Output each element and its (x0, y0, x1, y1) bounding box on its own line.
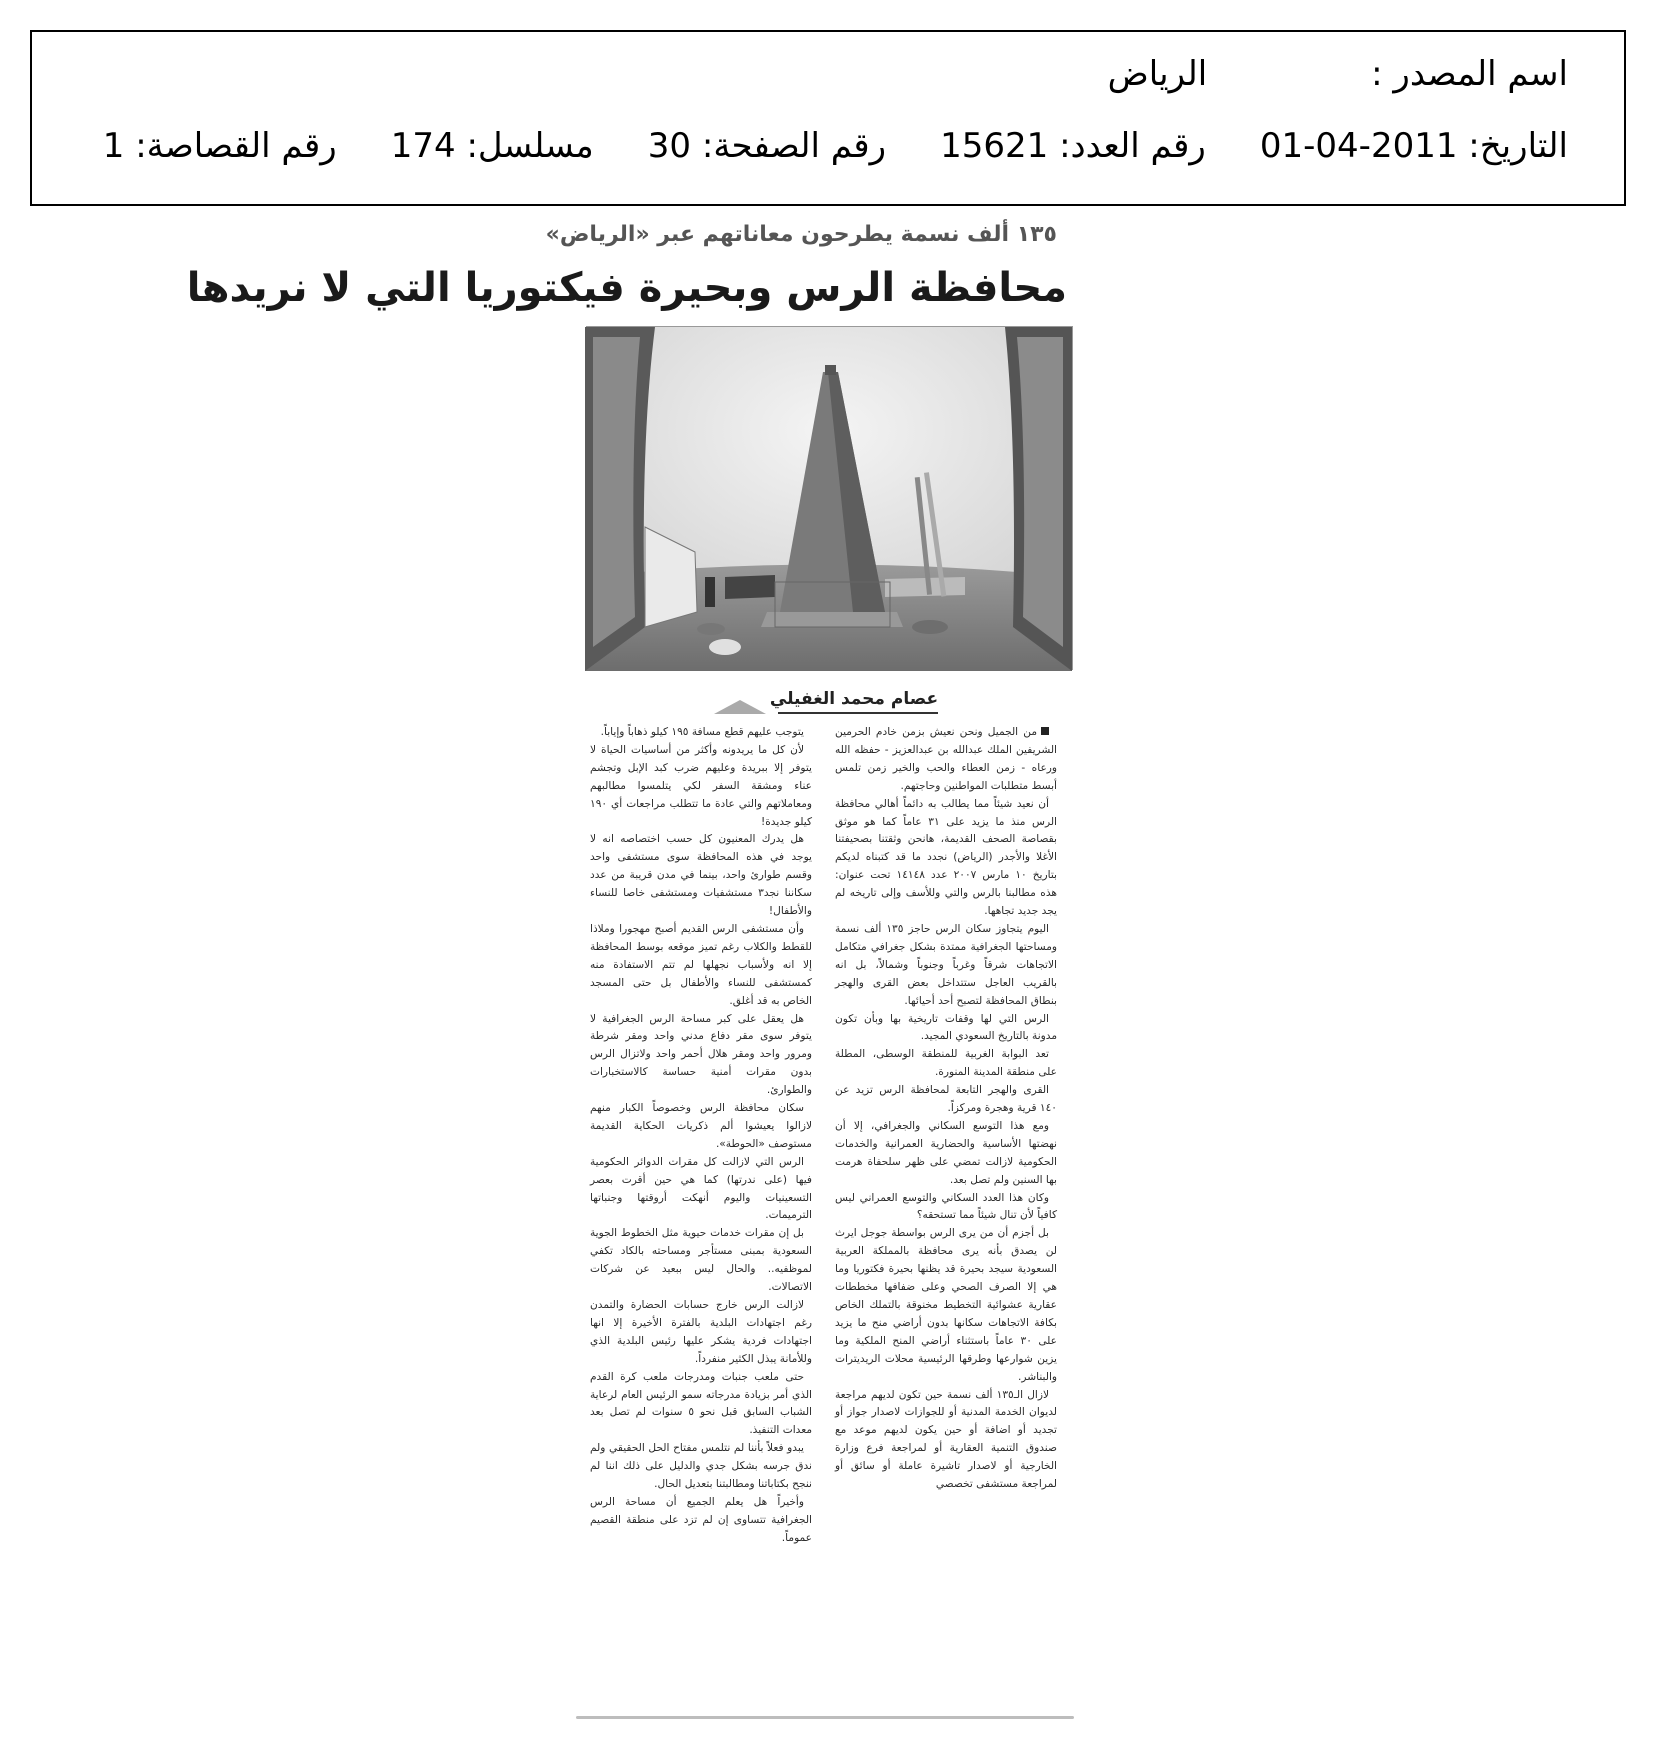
paragraph: الرس التي لها وقفات تاريخية بها وبأن تكون مدونة بالتاريخ السعودي المجيد. (835, 1012, 1057, 1043)
page-label: رقم الصفحة: (701, 126, 887, 166)
byline-rule (778, 712, 938, 714)
paragraph: من الجميل ونحن نعيش بزمن خادم الحرمين الشريفين الملك عبدالله بن عبدالعزيز - حفظه الله ورعاه - زمن العطاء والحب والخير زمن تلمس أبسط متطلبات المواطنين وحاجتهم. (835, 726, 1057, 792)
paragraph: وأخيراً هل يعلم الجميع أن مساحة الرس الجغرافية تتساوى إن لم تزد على منطقة القصيم عموماً. (590, 1495, 812, 1544)
metadata-header-box (30, 30, 1626, 206)
square-bullet-icon (1041, 727, 1049, 735)
source-row (88, 54, 1568, 94)
serial-label: مسلسل: (466, 126, 594, 166)
issue-field (940, 126, 1206, 166)
byline-triangle-ornament (714, 700, 766, 714)
clipping-bottom-edge (576, 1716, 1074, 1719)
article-column-left (590, 724, 812, 1709)
date-field (1260, 126, 1568, 166)
issue-value: 15621 (940, 126, 1049, 166)
paragraph: اليوم يتجاوز سكان الرس حاجز ١٣٥ ألف نسمة ومساحتها الجغرافية ممتدة بشكل جغرافي متكامل الاتجاهات شرقاً وغرباً وجنوباً وشمالاً، بل انه بالقريب العاجل ستتداخل بعض القرى والهجر بنطاق المحافظة لتصبح أحد أحيائها. (835, 922, 1057, 1007)
paragraph: وكان هذا العدد السكاني والتوسع العمراني ليس كافياً لأن تنال شيئاً مما تستحقه؟ (835, 1191, 1057, 1222)
paragraph: لأن كل ما يريدونه وأكثر من أساسيات الحياة لا يتوفر إلا ببريدة وعليهم ضرب كبد الإبل وتجشم عناء ومشقة السفر لكي يتلمسوا مطالبهم ومعاملاتهم والتي عادة ما تتطلب مراجعات أي ١٩٠ كيلو جديدة! (590, 743, 812, 828)
paragraph: أن نعيد شيئاً مما يطالب به دائماً أهالي محافظة الرس منذ ما يزيد على ٣١ عاماً كما هو موثق بقصاصة الصحف القديمة، هانحن وثقتنا بصحيفتنا الأغلا والأجدر (الرياض) نجدد ما قد كتبناه لديكم بتاريخ ١٠ مارس ٢٠٠٧ عدد ١٤١٤٨ تحت عنوان: هذه مطالبنا بالرس والتي وللأسف وإلى تاريخه لم يجد جديد تجاهها. (835, 797, 1057, 918)
paragraph: هل يدرك المعنيون كل حسب اختصاصه انه لا يوجد في هذه المحافظة سوى مستشفى واحد وقسم طوارئ واحد، بينما في مدن قريبة من عدد سكاننا نجد٣ مستشفيات ومستشفى خاصا للنساء والأطفال! (590, 833, 813, 918)
serial-value: 174 (390, 126, 456, 166)
author-name: عصام محمد الغفيلي (769, 689, 939, 709)
paragraph: يتوجب عليهم قطع مسافة ١٩٥ كيلو ذهاباً وإياباً. (600, 726, 804, 738)
paragraph: لازال الـ١٣٥ ألف نسمة حين تكون لديهم مراجعة لديوان الخدمة المدنية أو للجوازات لاصدار جواز أو تجديد أو اضافة أو حين يكون لديهم موعد مع صندوق التنمية العقارية أو لمراجعة فرع وزارة الخارجية أو لاصدار تاشيرة عاملة أو سائق أو لمراجعة مستشفى تخصصي (835, 1388, 1057, 1491)
clip-label: رقم القصاصة: (135, 126, 337, 166)
paragraph: الرس التي لازالت كل مقرات الدوائر الحكومية فيها (على ندرتها) كما هي حين أقرت بعصر التسعينيات واليوم أنهكت أروقتها وجنباتها الترميمات. (590, 1155, 812, 1222)
paragraph: تعد البوابة الغربية للمنطقة الوسطى، المطلة على منطقة المدينة المنورة. (835, 1048, 1057, 1079)
newspaper-clipping (186, 222, 1079, 1722)
source-value: الرياض (1107, 54, 1208, 94)
article-column-right (835, 724, 1057, 1709)
page-value: 30 (647, 126, 692, 166)
clip-value: 1 (102, 126, 125, 166)
paragraph: حتى ملعب جنبات ومدرجات ملعب كرة القدم الذي أمر بزيادة مدرجاته سمو الرئيس العام لرعاية الشباب السابق قبل نحو ٥ سنوات لم تصل بعد معدات التنفيذ. (590, 1370, 812, 1437)
clip-field (103, 126, 337, 166)
details-row (88, 126, 1568, 166)
byline-block (714, 688, 944, 718)
article-photo (586, 326, 1073, 670)
page-field (648, 126, 886, 166)
paragraph: يبدو فعلاً بأننا لم نتلمس مفتاح الحل الحقيقي ولم ندق جرسه بشكل جدي والدليل على ذلك اننا لم ننجح بكتاباتنا ومطالبتنا بتعديل الحال. (590, 1442, 812, 1491)
issue-label: رقم العدد: (1059, 126, 1206, 166)
paragraph: القرى والهجر التابعة لمحافظة الرس تزيد عن ١٤٠ قرية وهجرة ومركزاً. (835, 1084, 1057, 1115)
source-label: اسم المصدر : (1371, 54, 1568, 94)
paragraph: بل أجزم أن من يرى الرس بواسطة جوجل ايرث لن يصدق بأنه يرى محافظة بالمملكة العربية السعودية سيجد بحيرة قد يظنها بحيرة فكتوريا وما هي إلا الصرف الصحي وعلى ضفافها مخططات عقارية عشوائية التخطيط مخنوقة بالتملك الخاص بكافة الاتجاهات سكانها بدون أراضي منح ما يزيد على ٣٠ عاماً باستثناء أراضي المنح الملكية وما يزين شوارعها وطرقها الرئيسية محلات الريديترات والبناشر. (835, 1227, 1057, 1383)
date-value: 2011-04-01 (1259, 126, 1458, 166)
paragraph: ومع هذا التوسع السكاني والجغرافي، إلا أن نهضتها الأساسية والحضارية العمرانية والخدمات الحكومية لازالت تمضي على ظهر سلحفاة هرمت بها السنين ولم تصل بعد. (835, 1119, 1057, 1186)
paragraph: لازالت الرس خارج حسابات الحضارة والتمدن رغم اجتهادات البلدية بالفترة الأخيرة إلا انها اجتهادات فردية يشكر عليها رئيس البلدية الذي وللأمانة يبذل الكثير منفرداً. (590, 1299, 812, 1365)
paragraph: وأن مستشفى الرس القديم أصبح مهجورا وملاذا للقطط والكلاب رغم تميز موقعه بوسط المحافظة إلا انه ولأسباب نجهلها لم تتم الاستفادة منه كمستشفى للنساء والأطفال بل حتى المسجد الخاص به قد أغلق. (590, 922, 812, 1007)
serial-field (391, 126, 594, 166)
paragraph: بل إن مقرات خدمات حيوية مثل الخطوط الجوية السعودية بمبنى مستأجر ومساحته بالكاد تكفي لموظفيه.. والحال ليس ببعيد عن شركات الاتصالات. (590, 1227, 812, 1294)
paragraph: هل يعقل على كبر مساحة الرس الجغرافية لا يتوفر سوى مقر دفاع مدني واحد ومقر شرطة ومرور واحد ومقر هلال أحمر واحد ولاتزال الرس بدون مقرات أمنية حساسة كالاستخبارات والطوارئ. (590, 1012, 812, 1097)
article-kicker: ١٣٥ ألف نسمة يطرحون معاناتهم عبر «الرياض» (545, 222, 1057, 247)
article-headline: محافظة الرس وبحيرة فيكتوريا التي لا نريدها (186, 265, 1067, 311)
minaret-photo-illustration (585, 327, 1072, 671)
date-label: التاريخ: (1468, 126, 1568, 166)
paragraph: سكان محافظة الرس وخصوصاً الكبار منهم لازالوا يعيشوا ألم ذكريات الحكاية القديمة مستوصف «الحوطة». (590, 1102, 812, 1150)
